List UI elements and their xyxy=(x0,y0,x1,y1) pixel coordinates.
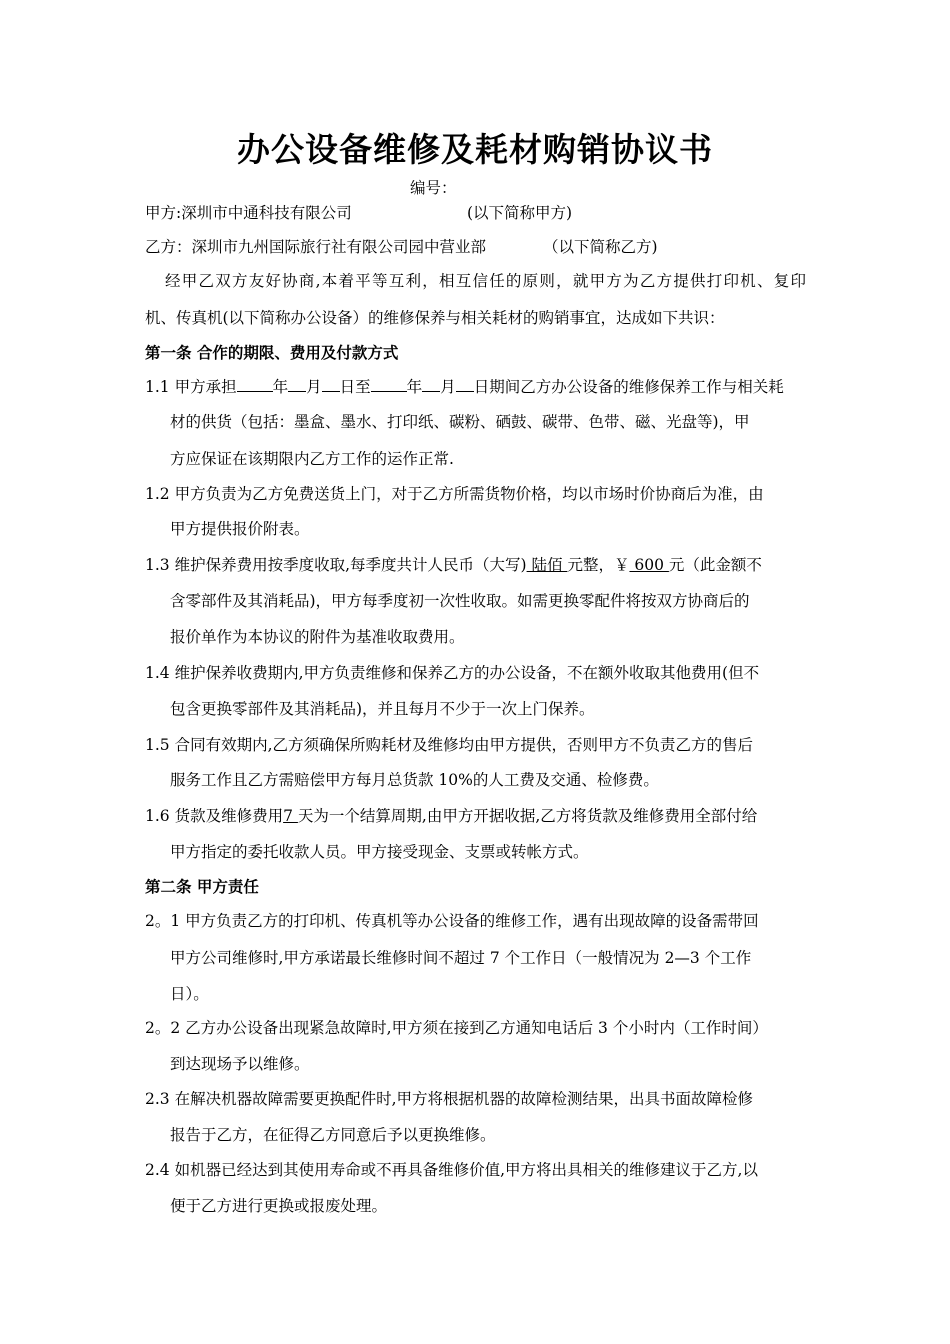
intro-line-1: 经甲乙双方友好协商,本着平等互利，相互信任的原则，就甲方为乙方提供打印机、复印 xyxy=(165,272,806,290)
clause-2-1-line-3: 日）。 xyxy=(170,985,209,1003)
clause-1-3-line-1 xyxy=(145,555,810,575)
clause-number: 2。2 xyxy=(145,1019,181,1037)
clause-1-1-line-1 xyxy=(145,377,810,397)
clause-2-2-line-1 xyxy=(145,1018,810,1038)
clause-text: 维护保养费用按季度收取,每季度共计人民币（大写) xyxy=(174,556,527,574)
blank-field xyxy=(237,377,273,392)
clause-text: 月 xyxy=(306,378,322,396)
clause-text: 甲方承担 xyxy=(174,378,237,396)
party-b-alias: （以下简称乙方) xyxy=(543,238,658,256)
clause-number: 2.4 xyxy=(145,1161,170,1179)
clause-text: 元（此金额不 xyxy=(668,556,762,574)
clause-1-4-line-1 xyxy=(145,663,810,683)
clause-2-3-line-1 xyxy=(145,1089,810,1109)
blank-field xyxy=(322,377,340,392)
clause-text: 合同有效期内,乙方须确保所购耗材及维修均由甲方提供，否则甲方不负责乙方的售后 xyxy=(174,736,754,754)
document-title: 办公设备维修及耗材购销协议书 xyxy=(237,130,713,169)
party-b-line xyxy=(145,237,810,257)
clause-text: 货款及维修费用 xyxy=(174,807,284,825)
clause-2-2-line-2: 到达现场予以维修。 xyxy=(170,1055,310,1073)
blank-field xyxy=(371,377,407,392)
settlement-days: 7 xyxy=(283,807,298,825)
party-a-alias: (以下简称甲方) xyxy=(467,204,573,222)
clause-number: 2。1 xyxy=(145,912,181,930)
clause-number: 1.6 xyxy=(145,807,170,825)
blank-field xyxy=(456,377,474,392)
clause-1-3-line-3: 报价单作为本协议的附件为基准收取费用。 xyxy=(170,628,465,646)
clause-text: 乙方办公设备出现紧急故障时,甲方须在接到乙方通知电话后 3 个小时内（工作时间） xyxy=(185,1019,768,1037)
clause-1-3-line-2: 含零部件及其消耗品)，甲方每季度初一次性收取。如需更换零配件将按双方协商后的 xyxy=(170,592,750,610)
clause-number: 1.5 xyxy=(145,736,170,754)
blank-field xyxy=(422,377,440,392)
clause-text: 月 xyxy=(440,378,456,396)
clause-1-5-line-1 xyxy=(145,735,810,755)
clause-2-4-line-2: 便于乙方进行更换或报废处理。 xyxy=(170,1197,388,1215)
blank-field xyxy=(288,377,306,392)
clause-text: 维护保养收费期内,甲方负责维修和保养乙方的办公设备，不在额外收取其他费用(但不 xyxy=(174,664,760,682)
party-a-name: 甲方:深圳市中通科技有限公司 xyxy=(145,204,352,222)
clause-text: 如机器已经达到其使用寿命或不再具备维修价值,甲方将出具相关的维修建议于乙方,以 xyxy=(174,1161,758,1179)
intro-line-2: 机、传真机(以下简称办公设备）的维修保养与相关耗材的购销事宜，达成如下共识： xyxy=(145,309,725,327)
clause-number: 1.3 xyxy=(145,556,170,574)
clause-1-2-line-2: 甲方提供报价附表。 xyxy=(170,520,310,538)
clause-text: 甲方负责乙方的打印机、传真机等办公设备的维修工作，遇有出现故障的设备需带回 xyxy=(185,912,759,930)
clause-text: 甲方负责为乙方免费送货上门，对于乙方所需货物价格，均以市场时价协商后为准，由 xyxy=(174,485,764,503)
article-1-heading: 第一条 合作的期限、费用及付款方式 xyxy=(145,343,399,362)
contract-number-label: 编号： xyxy=(410,179,457,197)
clause-number: 2.3 xyxy=(145,1090,170,1108)
clause-text: 元整，￥ xyxy=(567,556,630,574)
amount-figure: 600 xyxy=(629,556,669,574)
clause-1-4-line-2: 包含更换零部件及其消耗品)，并且每月不少于一次上门保养。 xyxy=(170,700,595,718)
clause-text: 日期间乙方办公设备的维修保养工作与相关耗 xyxy=(473,378,784,396)
party-b-name: 乙方：深圳市九州国际旅行社有限公司园中营业部 xyxy=(145,238,487,256)
clause-1-1-line-2: 材的供货（包括：墨盒、墨水、打印纸、碳粉、硒鼓、碳带、色带、磁、光盘等)，甲 xyxy=(170,413,750,431)
clause-1-6-line-1 xyxy=(145,806,810,826)
clause-text: 年 xyxy=(406,378,423,396)
clause-2-1-line-2: 甲方公司维修时,甲方承诺最长维修时间不超过 7 个工作日（一般情况为 2—3 个工作 xyxy=(170,949,752,967)
clause-1-2-line-1 xyxy=(145,484,810,504)
clause-number: 1.4 xyxy=(145,664,170,682)
amount-chinese: 陆佰 xyxy=(526,556,568,574)
article-2-heading: 第二条 甲方责任 xyxy=(145,877,259,896)
clause-1-1-line-3: 方应保证在该期限内乙方工作的运作正常. xyxy=(170,450,454,468)
clause-text: 年 xyxy=(272,378,289,396)
clause-text: 天为一个结算周期,由甲方开据收据,乙方将货款及维修费用全部付给 xyxy=(297,807,758,825)
clause-2-3-line-2: 报告于乙方，在征得乙方同意后予以更换维修。 xyxy=(170,1126,496,1144)
clause-1-5-line-2: 服务工作且乙方需赔偿甲方每月总货款 10%的人工费及交通、检修费。 xyxy=(170,771,659,789)
clause-1-6-line-2: 甲方指定的委托收款人员。甲方接受现金、支票或转帐方式。 xyxy=(170,843,589,861)
clause-number: 1.2 xyxy=(145,485,170,503)
clause-2-4-line-1 xyxy=(145,1160,810,1180)
clause-text: 在解决机器故障需要更换配件时,甲方将根据机器的故障检测结果，出具书面故障检修 xyxy=(174,1090,754,1108)
clause-2-1-line-1 xyxy=(145,911,810,931)
clause-number: 1.1 xyxy=(145,378,170,396)
clause-text: 日至 xyxy=(339,378,371,396)
party-a-line xyxy=(145,203,810,223)
